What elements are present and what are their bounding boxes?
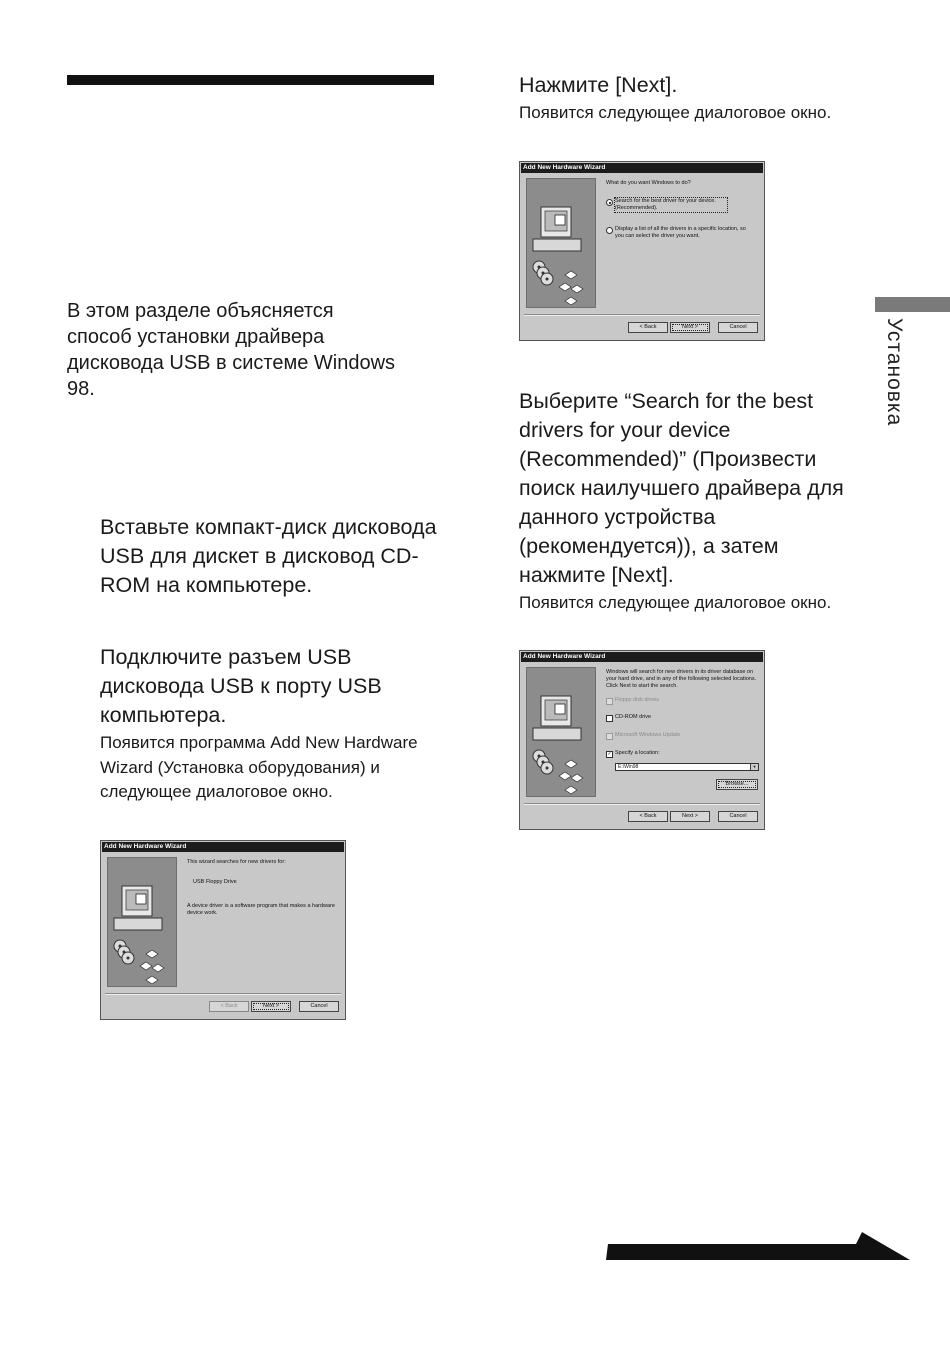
section-tab-marker [875,297,950,312]
hardware-illustration [526,178,596,308]
next-button[interactable]: Next > [670,322,710,333]
windows-update-label: Microsoft Windows Update [615,732,681,738]
section-tab-label: Установка [883,318,906,427]
wizard-intro-line: This wizard searches for new drivers for: [187,859,286,865]
computer-disks-icon [527,179,595,307]
dialog-title: Add New Hardware Wizard [521,163,763,173]
display-list-label[interactable]: Display a list of all the drivers in a specific location, so you can select the driver you want. [615,226,746,239]
continue-arrow-icon [604,1230,914,1264]
cancel-button[interactable]: Cancel [718,322,758,333]
dialog-title: Add New Hardware Wizard [102,842,344,852]
display-list-radio[interactable] [606,227,613,234]
windows-update-checkbox[interactable] [606,733,613,740]
search-best-driver-radio[interactable] [606,199,613,206]
specify-location-label: Specify a location: [615,750,660,756]
cancel-button[interactable]: Cancel [718,811,758,822]
next-button[interactable]: Next > [670,811,710,822]
step-2-note: Появится программа Add New Hardware Wizard (Установка оборудования) и следующее диалоговое окно. [100,733,418,801]
dialog-separator [105,993,341,995]
computer-disks-icon [527,668,595,796]
specify-location-checkbox[interactable]: ✓ [607,751,612,757]
dialog-separator [524,803,760,805]
back-button[interactable]: < Back [628,811,668,822]
back-button[interactable]: < Back [209,1001,249,1012]
next-button[interactable]: Next > [251,1001,291,1012]
cdrom-drive-checkbox[interactable] [606,715,613,722]
driver-description: A device driver is a software program that makes a hardware device work. [187,903,335,916]
back-button[interactable]: < Back [628,322,668,333]
location-value: E:\Win98 [618,764,639,770]
wizard-screenshot-3 [519,650,765,830]
step-3-note: Появится следующее диалоговое окно. [519,103,832,122]
cdrom-drive-label: CD-ROM drive [615,714,652,720]
header-rule [67,75,434,85]
dialog-separator [524,314,760,316]
wizard-screenshot-2 [519,161,765,341]
hardware-illustration [107,857,177,987]
hardware-illustration [526,667,596,797]
step-2-text: Подключите разъем USB дисковода USB к порту USB компьютера. [100,645,382,727]
browse-button[interactable]: Browse... [716,779,758,790]
location-combobox[interactable] [615,763,759,771]
step-3-text: Нажмите [Next]. [519,73,678,97]
floppy-drives-label: Floppy disk drives [615,697,660,703]
search-description: Windows will search for new drivers in its driver database on your hard drive, and in any of the following selected locations. Click Next to start the search. [606,669,757,689]
device-name: USB Floppy Drive [193,879,237,885]
dialog-title: Add New Hardware Wizard [521,652,763,662]
cancel-button[interactable]: Cancel [299,1001,339,1012]
wizard-question: What do you want Windows to do? [606,180,691,186]
dropdown-arrow-icon[interactable]: ▼ [750,764,758,770]
wizard-screenshot-1 [100,840,346,1020]
floppy-drives-checkbox[interactable] [606,698,613,705]
intro-paragraph: В этом разделе объясняется способ установки драйвера дисковода USB в системе Windows 98. [67,300,396,400]
step-4-text: Выберите “Search for the best drivers for your device (Recommended)” (Произвести поиск наилучшего драйвера для данного устройства (рекомендуется)), а затем нажмите [Next]. [519,389,844,587]
search-best-driver-label[interactable]: Search for the best driver for your device. (Recommended). [615,198,727,212]
step-4-note: Появится следующее диалоговое окно. [519,593,832,612]
step-1-text: Вставьте компакт-диск дисковода USB для дискет в дисковод CD-ROM на компьютере. [100,515,437,597]
computer-disks-icon [108,858,176,986]
